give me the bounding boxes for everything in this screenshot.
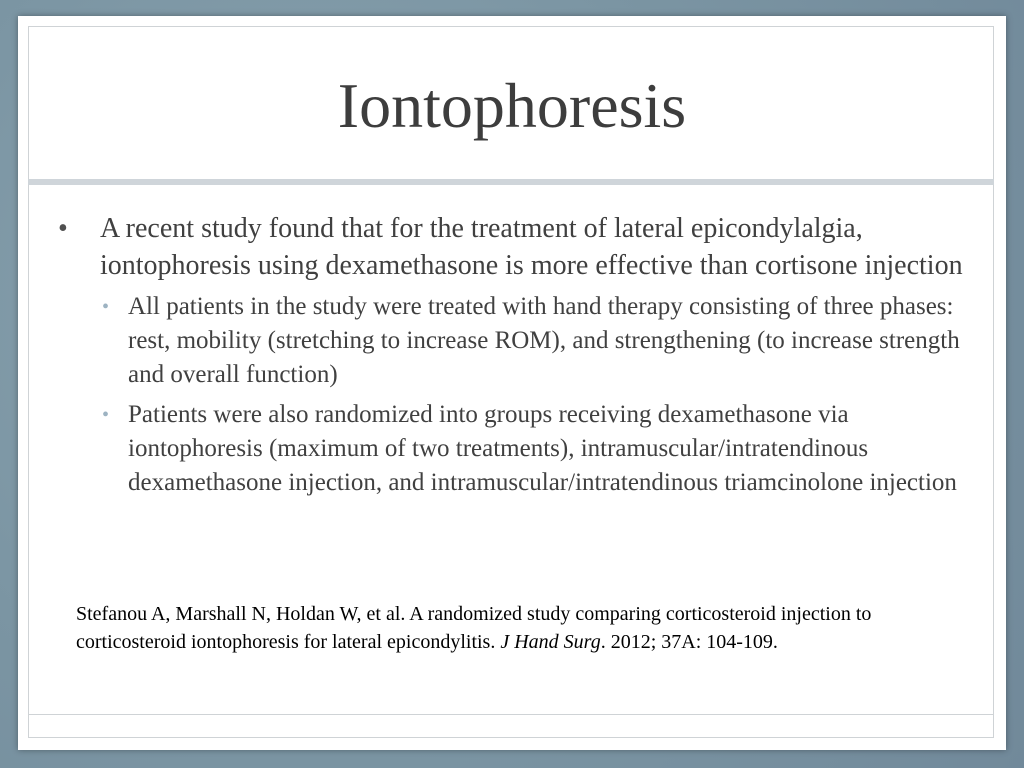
citation [76,600,956,656]
citation-prefix: Stefanou A, Marshall N, Holdan W, et al. A randomized study comparing corticosteroid injection to corticosteroid iontophoresis for lateral epicondylitis. [76,603,872,653]
bullet-list [58,210,968,500]
sub-bullet-item [58,398,968,500]
bullet-dot-icon: • [58,213,68,244]
citation-suffix: . 2012; 37A: 104-109. [600,631,778,653]
sub-bullet-dot-icon: • [102,296,110,318]
title-divider [28,179,994,185]
sub-bullet-item [58,290,968,392]
footer-divider [28,714,994,715]
slide [18,16,1006,750]
sub-bullet-dot-icon: • [102,404,110,426]
bullet-item [58,210,968,284]
citation-journal: J Hand Surg [500,631,601,653]
bullet-text: A recent study found that for the treatment of lateral epicondylalgia, iontophoresis using dexamethasone is more effective than cortisone injection [100,213,963,281]
sub-bullet-text: Patients were also randomized into groups receiving dexamethasone via iontophoresis (maximum of two treatments), intramuscular/intratendinous dexamethasone injection, and intramuscular/intratendinous triamcinolone injection [128,401,957,496]
slide-title: Iontophoresis [337,70,687,141]
sub-bullet-text: All patients in the study were treated with hand therapy consisting of three phases: rest, mobility (stretching to increase ROM), and strengthening (to increase strength and overall function) [128,293,960,388]
